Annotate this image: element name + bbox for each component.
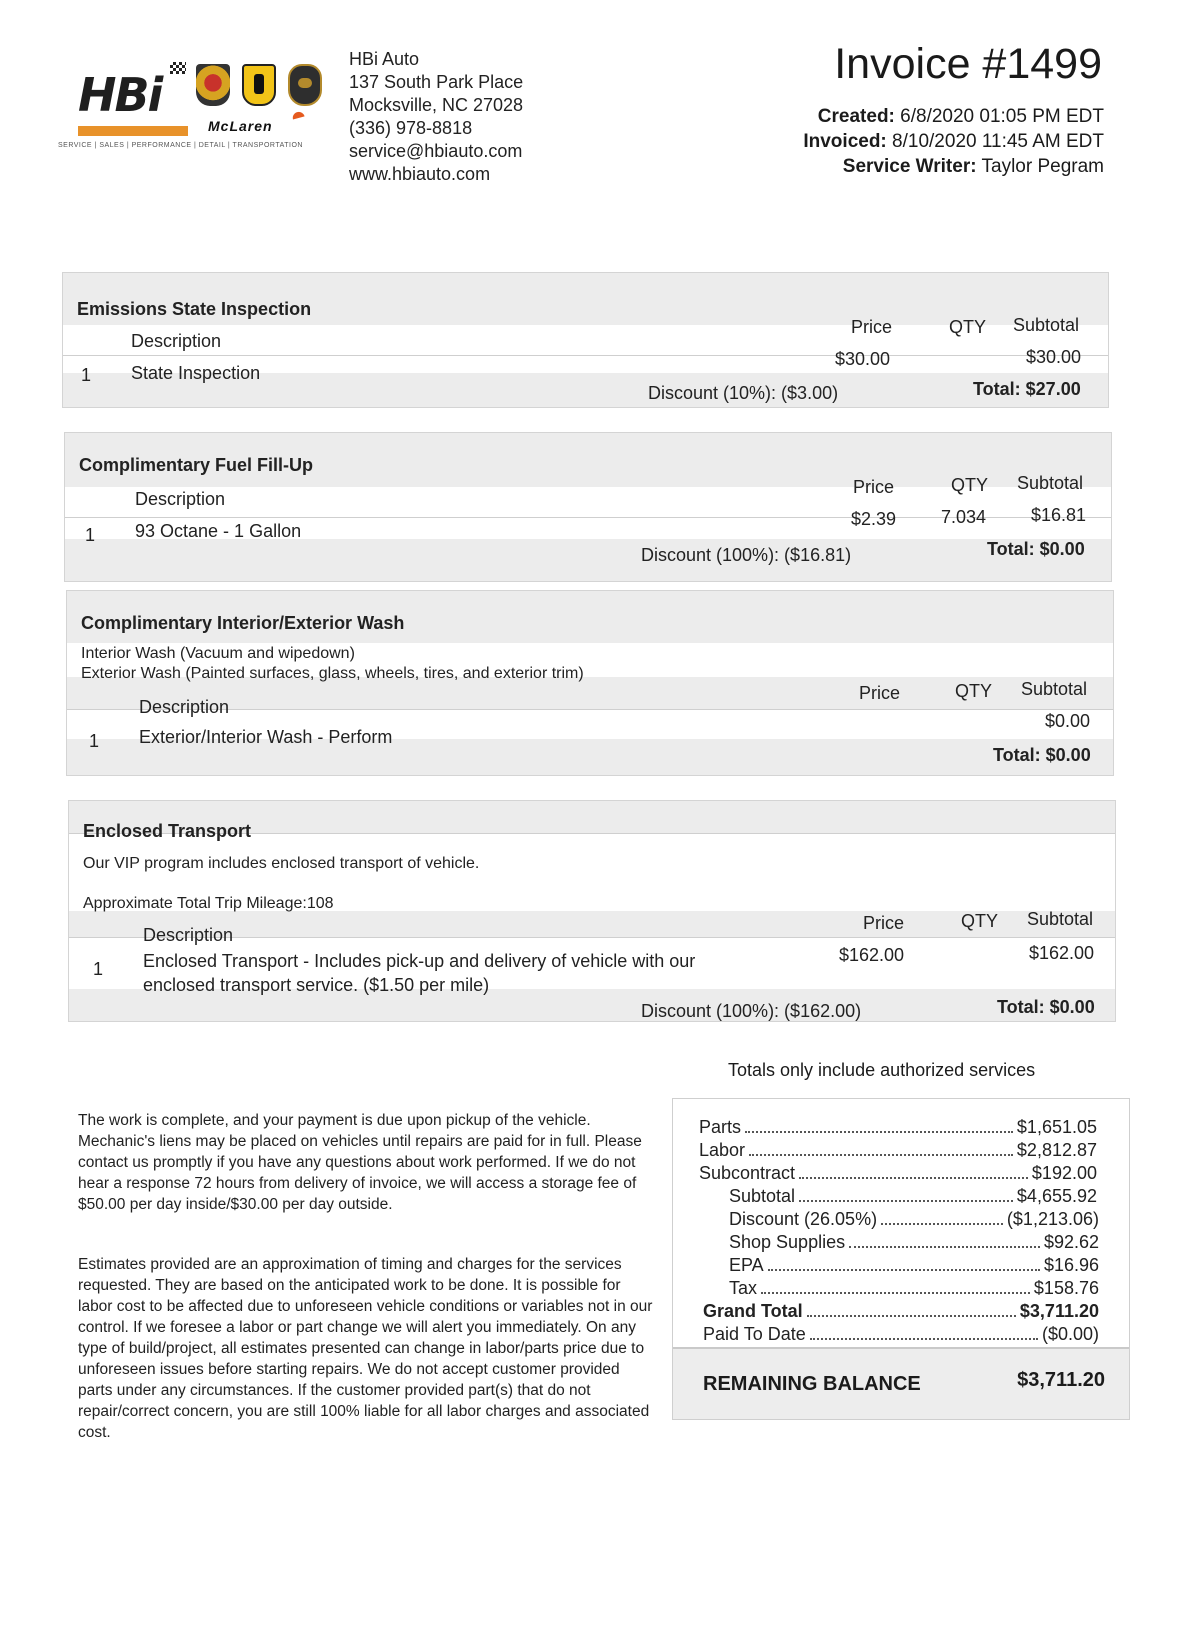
section-note: Our VIP program includes enclosed transport of vehicle. (83, 855, 480, 872)
invoice-meta (803, 104, 1104, 179)
created-value: 6/8/2020 01:05 PM EDT (900, 106, 1104, 127)
divider (63, 355, 1108, 356)
mclaren-logo (208, 118, 273, 134)
invoice-title: Invoice #1499 (834, 40, 1102, 88)
col-price: Price (863, 913, 905, 933)
mclaren-swoosh-icon (291, 111, 304, 120)
section-total: Total: $27.00 (973, 379, 1081, 399)
remaining-balance-value: $3,711.20 (1017, 1369, 1105, 1391)
summary-value: $4,655.92 (1016, 1186, 1097, 1206)
section-total-band (65, 539, 1111, 581)
company-address-line2: Mocksville, NC 27028 (349, 95, 524, 115)
discount-text: Discount (10%): ($3.00) (648, 383, 839, 403)
summary-row-discount (729, 1209, 1099, 1230)
section-enclosed-transport (68, 800, 1116, 1022)
section-total: Total: $0.00 (987, 539, 1085, 559)
section-emissions-inspection (62, 272, 1109, 408)
col-price: Price (859, 683, 901, 703)
logo-underline (78, 126, 188, 136)
summary-row-labor (699, 1140, 1097, 1161)
summary-label: Parts (699, 1117, 742, 1137)
col-description: Description (143, 925, 234, 945)
checkered-flag-icon (170, 62, 186, 74)
invoiced-label: Invoiced: (803, 131, 887, 152)
section-fuel-fillup (64, 432, 1112, 582)
company-logo (58, 58, 328, 158)
item-description: State Inspection (131, 363, 261, 383)
col-qty: QTY (949, 317, 987, 337)
payment-terms: The work is complete, and your payment is due upon pickup of the vehicle. Mechanic's liens may be placed on vehicles until repairs are paid for in full. Please contact us promptly if you have any questions about work performed. If we do not hear a response 72 hours from delivery of invoice, we will access a storage fee of $50.00 per day inside/$30.00 per day outside. (78, 1112, 642, 1213)
service-writer-value: Taylor Pegram (981, 156, 1104, 177)
leader-dots (749, 1140, 1013, 1156)
brand-badges (196, 64, 326, 108)
item-description: 93 Octane - 1 Gallon (135, 521, 302, 541)
mclaren-logo-text: McLaren (208, 118, 273, 134)
company-phone: (336) 978-8818 (349, 118, 473, 138)
summary-label: EPA (729, 1255, 764, 1275)
company-info (349, 48, 523, 186)
item-description-continued: enclosed transport service. ($1.50 per mile) (143, 975, 490, 995)
leader-dots (745, 1117, 1013, 1133)
leader-dots (807, 1301, 1016, 1317)
leader-dots (799, 1163, 1028, 1179)
ferrari-badge-icon (242, 64, 276, 106)
summary-label: Tax (729, 1278, 758, 1298)
col-qty: QTY (961, 911, 999, 931)
item-price: $30.00 (835, 349, 891, 369)
discount-text: Discount (100%): ($16.81) (641, 545, 852, 565)
leader-dots (810, 1324, 1038, 1340)
summary-row-subcontract (699, 1163, 1097, 1184)
summary-row-tax (729, 1278, 1099, 1299)
section-total: Total: $0.00 (993, 745, 1091, 765)
summary-label: Paid To Date (703, 1324, 806, 1344)
col-subtotal: Subtotal (1013, 315, 1080, 335)
summary-label: Subtotal (729, 1186, 796, 1206)
totals-note: Totals only include authorized services (728, 1060, 1036, 1080)
col-subtotal: Subtotal (1027, 909, 1094, 929)
col-price: Price (851, 317, 893, 337)
summary-value: ($1,213.06) (1006, 1209, 1099, 1229)
summary-label: Shop Supplies (729, 1232, 846, 1252)
summary-label: Discount (26.05%) (729, 1209, 878, 1229)
item-number: 1 (85, 525, 96, 545)
summary-value: ($0.00) (1041, 1324, 1099, 1344)
company-website: www.hbiauto.com (349, 164, 491, 184)
item-price: $2.39 (851, 509, 897, 529)
col-qty: QTY (951, 475, 989, 495)
summary-value: $1,651.05 (1016, 1117, 1097, 1137)
col-subtotal: Subtotal (1017, 473, 1084, 493)
leader-dots (761, 1278, 1030, 1294)
summary-value: $158.76 (1033, 1278, 1099, 1298)
remaining-balance (673, 1347, 1129, 1419)
col-description: Description (139, 697, 230, 717)
col-description: Description (135, 489, 226, 509)
company-name: HBi Auto (349, 49, 420, 69)
section-title: Enclosed Transport (83, 821, 252, 841)
section-note: Approximate Total Trip Mileage:108 (83, 895, 334, 912)
summary-value: $16.96 (1043, 1255, 1099, 1275)
company-email: service@hbiauto.com (349, 141, 523, 161)
col-description: Description (131, 331, 222, 351)
lamborghini-badge-icon (288, 64, 322, 106)
item-qty: 7.034 (941, 507, 987, 527)
section-title: Complimentary Fuel Fill-Up (79, 455, 314, 475)
summary-value: $2,812.87 (1016, 1140, 1097, 1160)
item-subtotal: $30.00 (1026, 347, 1082, 367)
section-title: Emissions State Inspection (77, 299, 312, 319)
item-description: Enclosed Transport - Includes pick-up and delivery of vehicle with our (143, 951, 696, 971)
discount-text: Discount (100%): ($162.00) (641, 1001, 862, 1021)
service-writer-label: Service Writer: (842, 156, 977, 177)
remaining-balance-label: REMAINING BALANCE (703, 1373, 921, 1395)
summary-value: $192.00 (1031, 1163, 1097, 1183)
col-price: Price (853, 477, 895, 497)
summary-label: Labor (699, 1140, 746, 1160)
hbi-logo-text: HBi (78, 68, 162, 122)
item-subtotal: $0.00 (1045, 711, 1091, 731)
company-address-line1: 137 South Park Place (349, 72, 524, 92)
porsche-badge-icon (196, 64, 230, 106)
logo-tagline: SERVICE | SALES | PERFORMANCE | DETAIL | TRANSPORTATION (58, 142, 303, 149)
leader-dots (768, 1255, 1040, 1271)
section-note: Exterior Wash (Painted surfaces, glass, wheels, tires, and exterior trim) (81, 665, 584, 682)
summary-row-parts (699, 1117, 1097, 1138)
section-title: Complimentary Interior/Exterior Wash (81, 613, 405, 633)
item-subtotal: $16.81 (1031, 505, 1087, 525)
item-price: $162.00 (839, 945, 905, 965)
item-description: Exterior/Interior Wash - Perform (139, 727, 393, 747)
leader-dots (799, 1186, 1013, 1202)
section-wash (66, 590, 1114, 776)
summary-label: Grand Total (703, 1301, 803, 1321)
col-subtotal: Subtotal (1021, 679, 1088, 699)
invoiced-value: 8/10/2020 11:45 AM EDT (892, 131, 1104, 152)
summary-value: $3,711.20 (1019, 1301, 1099, 1321)
item-number: 1 (81, 365, 92, 385)
summary-label: Subcontract (699, 1163, 796, 1183)
hbi-logo (78, 68, 188, 122)
totals-summary (672, 1098, 1130, 1420)
leader-dots (849, 1232, 1040, 1248)
item-number: 1 (89, 731, 100, 751)
section-note: Interior Wash (Vacuum and wipedown) (81, 645, 355, 662)
service-writer-line (803, 154, 1104, 179)
summary-row-subtotal (729, 1186, 1097, 1207)
item-number: 1 (93, 959, 104, 979)
section-total: Total: $0.00 (997, 997, 1095, 1017)
summary-value: $92.62 (1043, 1232, 1099, 1252)
invoiced-line (803, 129, 1104, 154)
estimate-terms: Estimates provided are an approximation of timing and charges for the services requested. They are based on the anticipated work to be done. It is possible for labor cost to be affected due to unforeseen vehicle conditions or variables not in our control. If we foresee a labor or part change we will alert you immediately. On any type of build/project, all estimates presented can change in labor/parts price due to unforeseen issues before starting repairs. We do not accept customer provided parts under any circumstances. If the customer provided part(s) that do not repair/correct concern, you are still 100% liable for all labor charges and associated cost. (78, 1256, 653, 1441)
created-label: Created: (817, 106, 895, 127)
created-line (803, 104, 1104, 129)
summary-row-epa (729, 1255, 1099, 1276)
summary-row-grand-total (703, 1301, 1099, 1322)
item-subtotal: $162.00 (1029, 943, 1095, 963)
summary-row-shop-supplies (729, 1232, 1099, 1253)
col-qty: QTY (955, 681, 993, 701)
leader-dots (881, 1209, 1003, 1225)
summary-row-paid-to-date (703, 1324, 1099, 1345)
